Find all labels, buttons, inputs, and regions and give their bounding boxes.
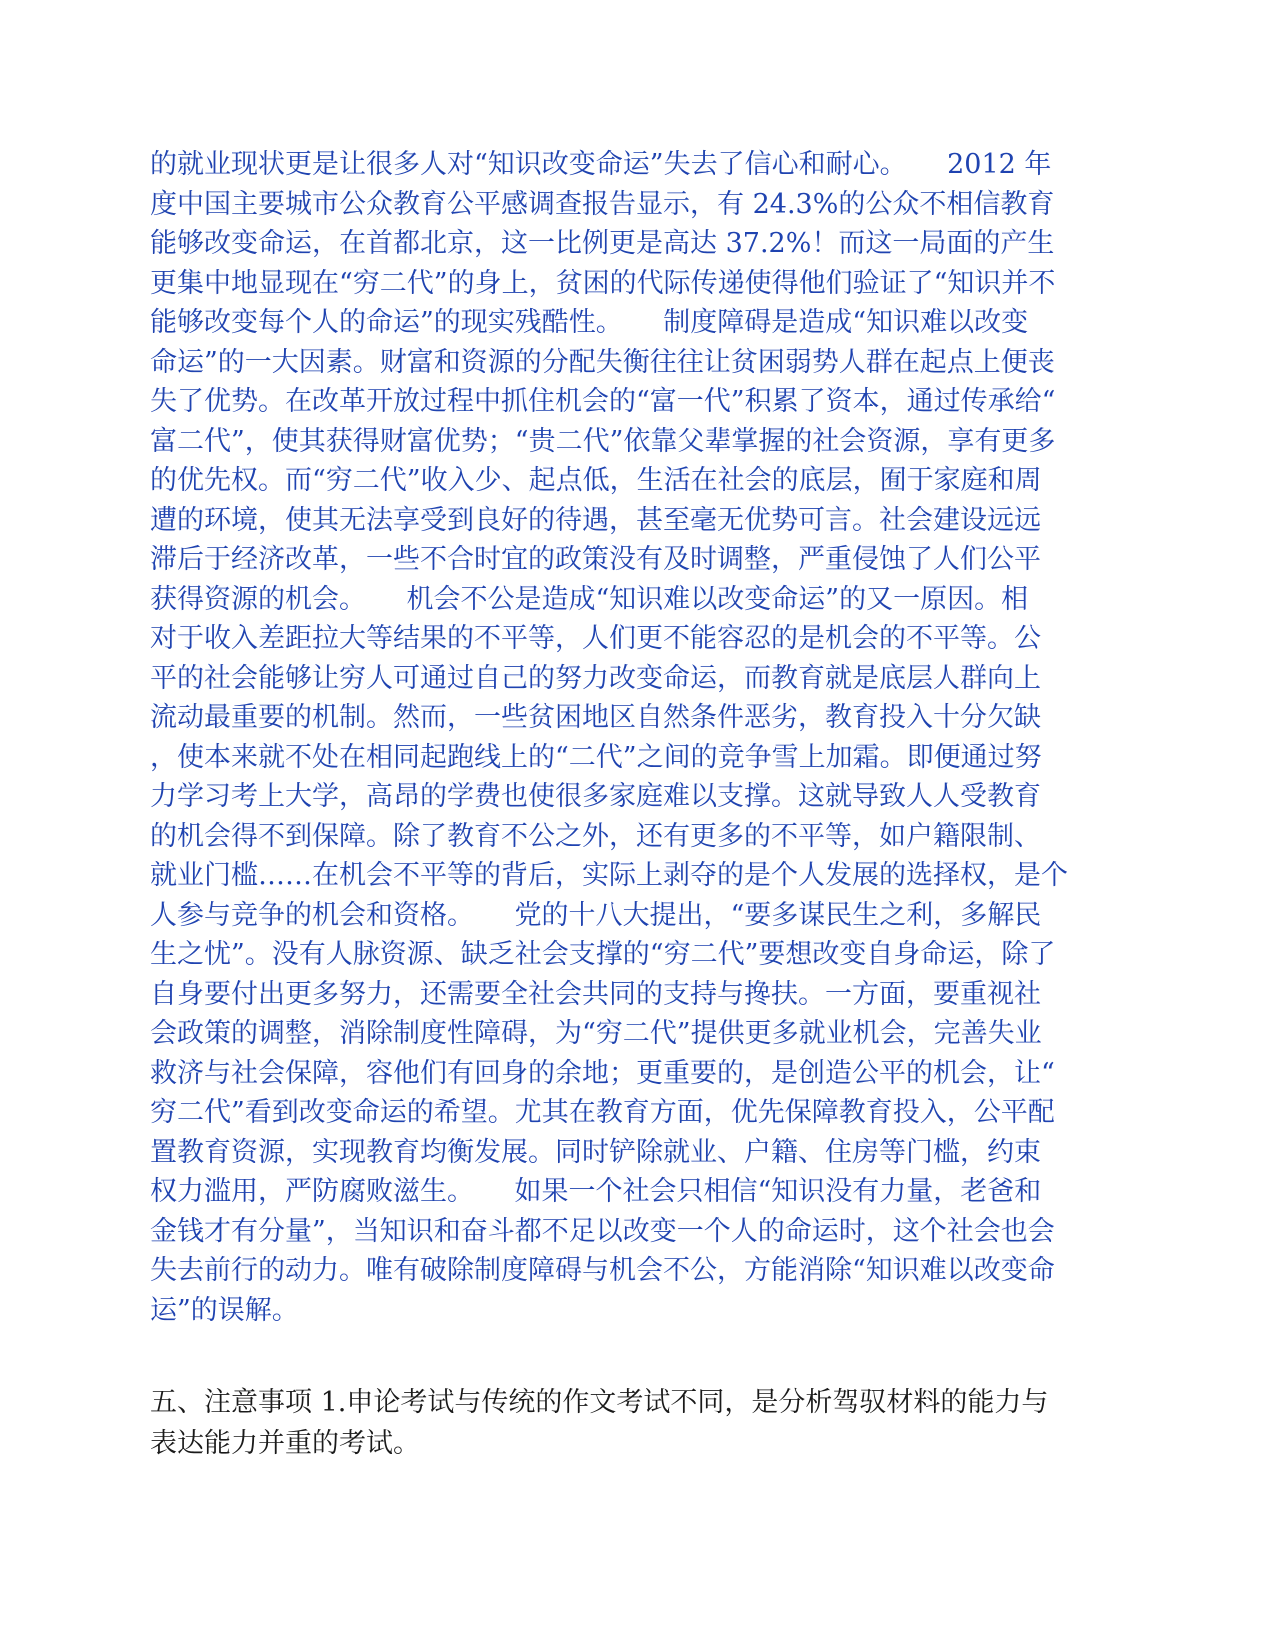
text-line: 自身要付出更多努力，还需要全社会共同的支持与搀扶。一方面，要重视社 <box>150 978 1041 1010</box>
notes-section <box>150 1382 1130 1464</box>
text-line: 人参与竞争的机会和资格。 党的十八大提出，“要多谋民生之利，多解民 <box>150 899 1042 931</box>
text-line: 平的社会能够让穷人可通过自己的努力改变命运，而教育就是底层人群向上 <box>150 662 1041 694</box>
text-line: 获得资源的机会。 机会不公是造成“知识难以改变命运”的又一原因。相 <box>150 583 1029 615</box>
text-line: 失去前行的动力。唯有破除制度障碍与机会不公，方能消除“知识难以改变命 <box>150 1255 1055 1286</box>
text-line: 的优先权。而“穷二代”收入少、起点低，生活在社会的底层，囿于家庭和周 <box>150 465 1042 496</box>
text-line: 滞后于经济改革，一些不合时宜的政策没有及时调整，严重侵蚀了人们公平 <box>150 544 1041 575</box>
text-line: 遭的环境，使其无法享受到良好的待遇，甚至毫无优势可言。社会建设远远 <box>150 504 1041 536</box>
text-line: 富二代”，使其获得财富优势；“贵二代”依靠父辈掌握的社会资源，享有更多 <box>150 425 1056 457</box>
text-line: 就业门槛……在机会不平等的背后，实际上剥夺的是个人发展的选择权，是个 <box>150 860 1068 891</box>
section-line: 表达能力并重的考试。 <box>150 1428 420 1459</box>
text-line: 金钱才有分量”，当知识和奋斗都不足以改变一个人的命运时，这个社会也会 <box>150 1215 1055 1247</box>
text-line: 力学习考上大学，高昂的学费也使很多家庭难以支撑。这就导致人人受教育 <box>150 781 1041 812</box>
essay-body <box>150 145 1130 1330</box>
text-line: 命运”的一大因素。财富和资源的分配失衡往往让贫困弱势人群在起点上便丧 <box>150 346 1055 378</box>
section-line: 五、注意事项 1.申论考试与传统的作文考试不同，是分析驾驭材料的能力与 <box>150 1387 1049 1418</box>
text-line: 的机会得不到保障。除了教育不公之外，还有更多的不平等，如户籍限制、 <box>150 820 1041 852</box>
text-line: 置教育资源，实现教育均衡发展。同时铲除就业、户籍、住房等门槛，约束 <box>150 1136 1041 1168</box>
text-line: 穷二代”看到改变命运的希望。尤其在教育方面，优先保障教育投入，公平配 <box>150 1097 1055 1128</box>
text-line: 失了优势。在改革开放过程中抓住机会的“富一代”积累了资本，通过传承给“ <box>150 386 1056 417</box>
text-line: 运”的误解。 <box>150 1294 299 1326</box>
text-line: 能够改变命运，在首都北京，这一比例更是高达 37.2%！而这一局面的产生 <box>150 228 1055 259</box>
text-line: ，使本来就不处在相同起跑线上的“二代”之间的竞争雪上加霜。即便通过努 <box>150 741 1042 773</box>
text-line: 会政策的调整，消除制度性障碍，为“穷二代”提供更多就业机会，完善失业 <box>150 1018 1042 1049</box>
text-line: 生之忧”。没有人脉资源、缺乏社会支撑的“穷二代”要想改变自身命运，除了 <box>150 939 1056 970</box>
text-line: 对于收入差距拉大等结果的不平等，人们更不能容忍的是机会的不平等。公 <box>150 623 1041 654</box>
text-line: 救济与社会保障，容他们有回身的余地；更重要的，是创造公平的机会，让“ <box>150 1057 1055 1089</box>
text-line: 度中国主要城市公众教育公平感调查报告显示，有 24.3%的公众不相信教育 <box>150 188 1055 220</box>
text-line: 的就业现状更是让很多人对“知识改变命运”失去了信心和耐心。 2012 年 <box>150 149 1052 180</box>
text-line: 权力滥用，严防腐败滋生。 如果一个社会只相信“知识没有力量，老爸和 <box>150 1176 1042 1207</box>
text-line: 流动最重要的机制。然而，一些贫困地区自然条件恶劣，教育投入十分欠缺 <box>150 702 1041 733</box>
text-line: 能够改变每个人的命运”的现实残酷性。 制度障碍是造成“知识难以改变 <box>150 307 1029 338</box>
text-line: 更集中地显现在“穷二代”的身上，贫困的代际传递使得他们验证了“知识并不 <box>150 267 1056 299</box>
